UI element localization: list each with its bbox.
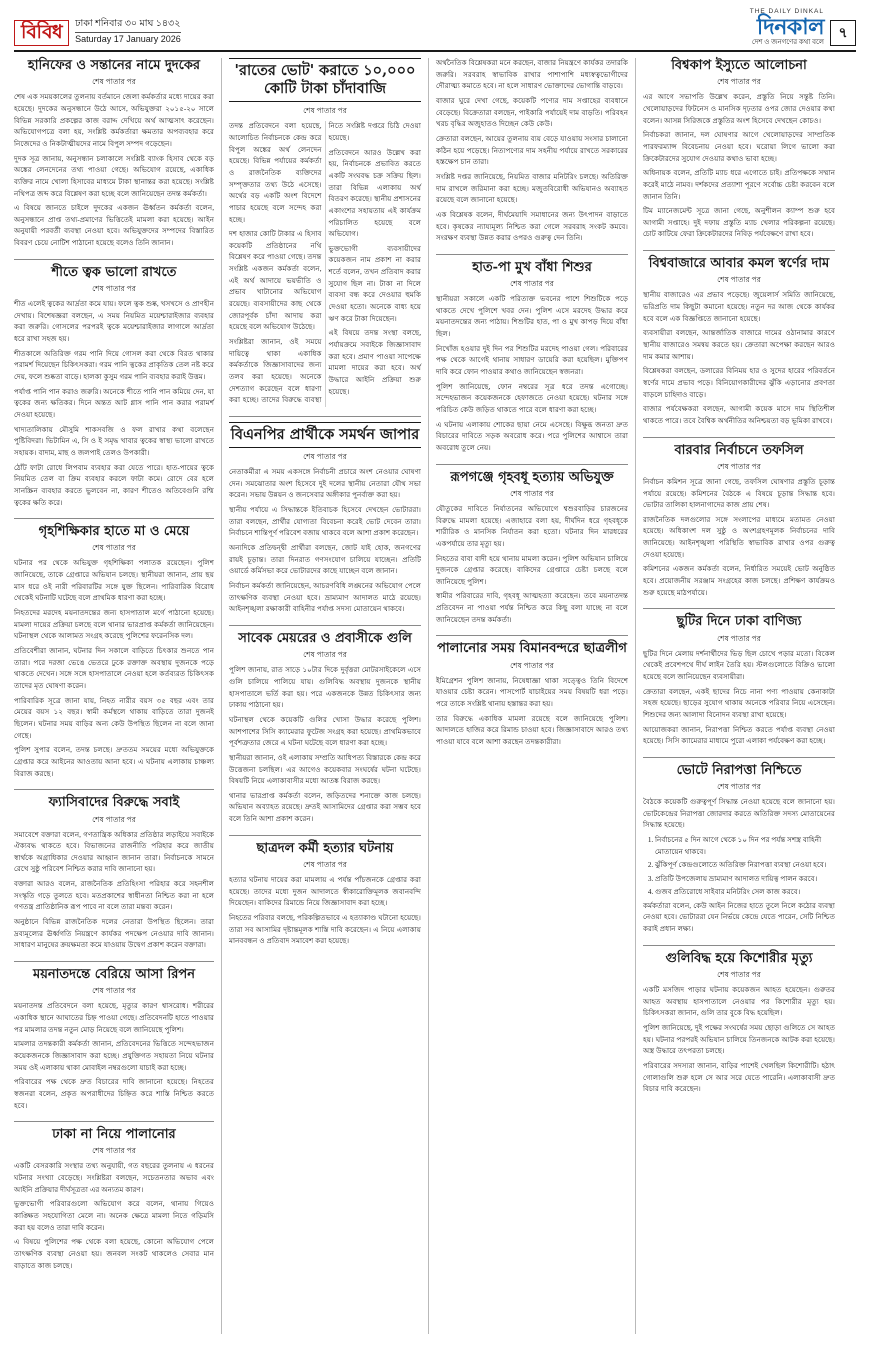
list-item: 4. গুজব প্রতিরোধে সাইবার মনিটরিং সেল কাজ করবে। [655,887,835,899]
article-headline[interactable]: বিএনপির প্রার্থীকে সমর্থন জাপার [229,422,421,448]
article-paragraph: থানার ভারপ্রাপ্ত কর্মকর্তা বলেন, জড়িতদের শনাক্তে কাজ চলছে। অভিযান অব্যাহত রয়েছে। দ্রুতই আসামিদের গ্রেপ্তার করা সম্ভব হবে বলে তিনি আশা প্রকাশ করেন। [229,791,421,824]
article-paragraph: শীত এলেই ত্বকের আর্দ্রতা কমে যায়। ফলে ত্বক শুষ্ক, খসখসে ও প্রাণহীন দেখায়। বিশেষজ্ঞরা বলছেন, এ সময় নিয়মিত ময়েশ্চারাইজার ব্যবহার করা জরুরি। গোসলের পরপরই ত্বকে ময়েশ্চারাইজার লাগালে আর্দ্রতা ধরে রাখা সহজ হয়। [14,300,214,343]
article-paragraph: এ বিষয়ে পুলিশের পক্ষ থেকে বলা হয়েছে, কোনো অভিযোগ পেলে তাৎক্ষণিক ব্যবস্থা নেওয়া হয়। জনবল সংকট থাকলেও সেবার মান বাড়াতে কাজ চলছে। [14,1238,214,1270]
article-body [643,290,835,427]
article-paragraph: ঘটনাস্থল থেকে কয়েকটি গুলির খোসা উদ্ধার করেছে পুলিশ। আশপাশের সিসি ক্যামেরার ফুটেজ সংগ্রহ করা হয়েছে। প্রাথমিকভাবে পূর্বশত্রুতার জেরে এ ঘটনা ঘটেছে বলে ধারণা করা হচ্ছে। [229,715,421,748]
article-byline: শেষ পাতার পর [92,986,136,996]
article-paragraph: খাদ্যতালিকায় মৌসুমি শাকসবজি ও ফল রাখার কথা বলেছেন পুষ্টিবিদরা। ভিটামিন এ, সি ও ই সমৃদ্ধ খাবার ত্বকের স্বাস্থ্য ভালো রাখতে সহায়ক। বাদাম, মাছ ও জলপাই তেলও উপকারী। [14,425,214,457]
column-4 [635,58,835,1334]
article-paragraph: ইমিগ্রেশন পুলিশ জানায়, নিষেধাজ্ঞা থাকা সত্ত্বেও তিনি বিদেশে যাওয়ার চেষ্টা করেন। পাসপোর্ট যাচাইয়ের সময় বিষয়টি ধরা পড়ে। পরে তাকে সংশ্লিষ্ট থানায় হস্তান্তর করা হয়। [436,676,628,708]
article-body [643,797,835,832]
article-paragraph: যৌতুকের দাবিতে নির্যাতনের অভিযোগে শ্বশুরবাড়ির চারজনের বিরুদ্ধে মামলা হয়েছে। এজাহারে বলা হয়, দীর্ঘদিন ধরে গৃহবধূকে শারীরিক ও মানসিক নির্যাতন করা হতো। ঘটনার দিন মারধরের একপর্যায়ে তার মৃত্যু হয়। [436,504,628,548]
article-paragraph: ভুক্তভোগী পরিবারগুলো অভিযোগ করে বলেন, থানায় গিয়েও কাঙ্ক্ষিত সহযোগিতা মেলে না। অনেক ক্ষেত্রে মামলা নিতে গড়িমসি করা হয় বলেও তারা দাবি করেন। [14,1200,214,1232]
article-body [436,58,628,245]
article-byline: শেষ পাতার পর [92,77,136,87]
article [229,835,421,948]
article-paragraph: প্রতিবেশীরা জানান, ঘটনার দিন সকালে বাড়িতে চিৎকার শুনতে পান তারা। পরে দরজা ভেঙে ভেতরে ঢুকে রক্তাক্ত অবস্থায় দুজনকে পড়ে থাকতে দেখেন। সঙ্গে সঙ্গে হাসপাতালে নেওয়া হলে কর্তব্যরত চিকিৎসক তাদের মৃত ঘোষণা করেন। [14,647,214,690]
article-paragraph: নির্বাচন কর্মকর্তা জানিয়েছেন, আচরণবিধি লঙ্ঘনের অভিযোগ পেলে তাৎক্ষণিক ব্যবস্থা নেওয়া হবে। ভ্রাম্যমাণ আদালত মাঠে রয়েছে। আইনশৃঙ্খলা রক্ষাকারী বাহিনীর পর্যাপ্ত সদস্য মোতায়েন থাকবে। [229,582,421,614]
article [436,254,628,455]
article-headline[interactable]: শীতে ত্বক ভালো রাখতে [51,264,177,280]
article [229,625,421,826]
article-headline[interactable]: বারবার নির্বাচনে তফসিল [674,442,804,458]
article-paragraph: অর্থনৈতিক বিশ্লেষকরা মনে করছেন, বাজার নিয়ন্ত্রণে কার্যকর তদারকি জরুরি। সরবরাহ স্বাভাবিক রাখার পাশাপাশি মধ্যস্বত্বভোগীদের দৌরাত্ম্য কমাতে হবে। না হলে সাধারণ ভোক্তাদের ভোগান্তি বাড়বে। [436,59,628,91]
article-paragraph: সংশ্লিষ্ট দপ্তর জানিয়েছে, নিয়মিত বাজার মনিটরিং চলছে। অতিরিক্ত দাম রাখলে জরিমানা করা হচ্ছে। মজুতবিরোধী অভিযানও অব্যাহত রয়েছে বলে জানানো হয়েছে। [436,172,628,205]
article-headline[interactable]: গৃহশিক্ষিকার হাতে মা ও মেয়ে [38,524,190,540]
article [229,416,421,616]
article-paragraph: কর্মকর্তারা বলেন, কেউ আইন নিজের হাতে তুলে নিলে কঠোর ব্যবস্থা নেওয়া হবে। ভোটাররা যেন নির্ভয়ে কেন্দ্রে যেতে পারেন, সেটি নিশ্চিত করাই প্রধান লক্ষ্য। [643,901,835,934]
masthead-left [14,19,181,46]
article-paragraph: তার বিরুদ্ধে একাধিক মামলা রয়েছে বলে জানিয়েছে পুলিশ। আদালতে হাজির করে রিমান্ড চাওয়া হবে। জিজ্ঞাসাবাদে আরও তথ্য পাওয়া যাবে বলে আশা করছেন তদন্তকারীরা। [436,714,628,746]
article-headline[interactable]: গুলিবিদ্ধ হয়ে কিশোরীর মৃত্যু [665,950,813,966]
article-byline: শেষ পাতার পর [510,660,554,670]
article-paragraph: পুলিশ জানিয়েছে, দুই পক্ষের সংঘর্ষের সময় ছোড়া গুলিতে সে আহত হয়। ঘটনার পরপরই অভিযান চালিয়ে তিনজনকে আটক করা হয়েছে। অস্ত্র উদ্ধারে তৎপরতা চলছে। [643,1023,835,1056]
article-paragraph: ঘটনার পর থেকে অভিযুক্ত গৃহশিক্ষিকা পলাতক রয়েছেন। পুলিশ জানিয়েছে, তাকে গ্রেপ্তারে অভিযান চলছে। স্থানীয়রা জানান, প্রায় ছয় মাস ধরে ওই নারী পরিবারটির সঙ্গে যুক্ত ছিলেন। পারিবারিক বিরোধ থেকেই ঘটনাটি ঘটেছে বলে প্রাথমিক ধারণা করা হচ্ছে। [14,559,214,603]
article-headline[interactable]: সাবেক মেয়রের ও প্রবাসীকে গুলি [238,631,412,646]
brand-subtitle: THE DAILY DINKAL [749,7,824,15]
article-byline: শেষ পাতার পর [510,279,554,289]
article-paragraph: বাজার ঘুরে দেখা গেছে, কয়েকটি পণ্যের দাম সপ্তাহের ব্যবধানে বেড়েছে। বিক্রেতারা বলছেন, পাইকারি পর্যায়েই দাম বাড়তি। পরিবহন খরচ বৃদ্ধির অজুহাতও দিচ্ছেন কেউ কেউ। [436,96,628,129]
article-paragraph: অন্যদিকে প্রতিদ্বন্দ্বী প্রার্থীরা বলছেন, জোট যাই হোক, জনগণের রায়ই চূড়ান্ত। তারা দিনরাত গণসংযোগ চালিয়ে যাচ্ছেন। প্রতিটি ওয়ার্ডে কর্মিসভা করে ভোটারদের কাছে যাচ্ছেন বলে জানান। [229,544,421,576]
list-item: 2. ঝুঁকিপূর্ণ কেন্দ্রগুলোতে অতিরিক্ত নিরাপত্তা ব্যবস্থা নেওয়া হবে। [655,860,835,872]
article-paragraph: এ বিষয়ে জানতে চাইলে দুদকের একজন ঊর্ধ্বতন কর্মকর্তা বলেন, অনুসন্ধানে প্রাপ্ত তথ্য-প্রমাণের ভিত্তিতেই মামলা করা হয়েছে। আইন অনুযায়ী পরবর্তী ব্যবস্থা নেওয়া হবে। অভিযুক্তদের সম্পদের বিস্তারিত বিবরণ চেয়ে নোটিশ পাঠানো হয়েছে বলেও তিনি জানান। [14,204,214,248]
article-paragraph: এর আগে সভাপতি উল্লেখ করেন, প্রস্তুতি নিয়ে সন্তুষ্ট তিনি। খেলোয়াড়দের ফিটনেস ও মানসিক দৃঢ়তার ওপর জোর দেওয়ার কথা বলেন। আসন্ন সিরিজকে প্রস্তুতির অংশ হিসেবে দেখছেন কোচও। [643,93,835,125]
article-paragraph: প্রতিবেদনে আরও উল্লেখ করা হয়, নির্বাচনকে প্রভাবিত করতে একটি সংঘবদ্ধ চক্র সক্রিয় ছিল। তারা বিভিন্ন এলাকায় অর্থ বিতরণ করেছে। স্থানীয় প্রশাসনের একাংশের সহায়তায় এই কার্যক্রম পরিচালিত হয়েছে বলে অভিযোগ। [328,148,421,239]
article-paragraph: পারিবারিক সূত্রে জানা যায়, নিহত নারীর বয়স ৩৫ বছর এবং তার মেয়ের বয়স ১২ বছর। স্বামী কর্মস্থলে থাকায় বাড়িতে তারা দুজনই ছিলেন। ঘটনার সময় বাড়ির অন্য কেউ উপস্থিত ছিলেন না বলে জানা গেছে। [14,696,214,740]
article-paragraph: হত্যার ঘটনায় দায়ের করা মামলায় এ পর্যন্ত পাঁচজনকে গ্রেপ্তার করা হয়েছে। তাদের মধ্যে দুজন আদালতে স্বীকারোক্তিমূলক জবানবন্দি দিয়েছেন। বাকিদের রিমান্ডে নিয়ে জিজ্ঞাসাবাদ করা হচ্ছে। [229,876,421,908]
section-logo: বিবিধ [14,20,69,46]
brand-tagline: দেশ ও জনগণের কথা বলে [751,37,824,46]
article-paragraph: স্থানীয় পর্যায়ে এ সিদ্ধান্তকে ইতিবাচক হিসেবে দেখছেন ভোটাররা। তারা বলছেন, প্রার্থীর যোগ্যতা বিবেচনা করেই ভোট দেবেন তারা। নির্বাচনে শান্তিপূর্ণ পরিবেশ বজায় থাকবে বলে আশা প্রকাশ করেছেন। [229,506,421,538]
article-headline[interactable]: পালানোর সময় বিমানবন্দরে ছাত্রলীগ [437,641,627,657]
article [643,58,835,241]
article-paragraph: বিশ্লেষকরা বলছেন, ডলারের বিনিময় হার ও সুদের হারের পরিবর্তনে স্বর্ণের দামে প্রভাব পড়ে। বিনিয়োগকারীদের ঝুঁকি এড়ানোর প্রবণতা বাড়লে চাহিদাও বাড়ে। [643,367,835,399]
article-paragraph: এক বিশ্লেষক বলেন, দীর্ঘমেয়াদি সমাধানের জন্য উৎপাদন বাড়াতে হবে। কৃষকের ন্যায্যমূল্য নিশ্চিত করা গেলে সরবরাহ সংকট কমবে। সংরক্ষণ ব্যবস্থা উন্নত করার ওপরও গুরুত্ব দেন তিনি। [436,210,628,243]
article-headline[interactable]: ছাত্রদল কর্মী হত্যার ঘটনায় [256,840,394,856]
article-paragraph: পুলিশ জানায়, রাত সাড়ে ১০টার দিকে দুর্বৃত্তরা মোটরসাইকেলে এসে গুলি চালিয়ে পালিয়ে যায়। গুলিবিদ্ধ অবস্থায় দুজনকে স্থানীয় হাসপাতালে ভর্তি করা হয়। পরে একজনকে উন্নত চিকিৎসার জন্য ঢাকায় পাঠানো হয়। [229,666,421,710]
article [14,259,214,509]
article-headline[interactable]: হানিফের ও সন্তানের নামে দুদকের [27,58,201,73]
article-paragraph: আয়োজকরা জানান, নিরাপত্তা নিশ্চিত করতে পর্যাপ্ত ব্যবস্থা নেওয়া হয়েছে। সিসি ক্যামেরার মাধ্যমে পুরো এলাকা পর্যবেক্ষণ করা হচ্ছে। [643,725,835,746]
article-body [643,985,835,1096]
article-paragraph: শীতকালে অতিরিক্ত গরম পানি দিয়ে গোসল করা থেকে বিরত থাকার পরামর্শ দিয়েছেন চিকিৎসকরা। গরম পানি ত্বকের প্রাকৃতিক তেল নষ্ট করে দেয়, ফলে শুষ্কতা বাড়ে। হালকা কুসুম গরম পানি ব্যবহার করাই উত্তম। [14,349,214,381]
article-body [14,830,214,953]
article-body [14,299,214,509]
article-paragraph: ব্যবসায়ীরা বলছেন, আন্তর্জাতিক বাজারে দামের ওঠানামার কারণে স্থানীয় বাজারেও সমন্বয় করতে হয়। ক্রেতারা অপেক্ষা করছেন আরও দাম কমার আশায়। [643,329,835,361]
article-headline[interactable]: 'রাতের ভোট' করাতে ১০,০০০ কোটি টাকা চাঁদাবাজি [229,58,421,102]
article-body [229,121,421,407]
page-number: ৭ [830,20,856,46]
article [643,437,835,600]
article-paragraph: স্বামীর পরিবারের দাবি, গৃহবধূ আত্মহত্যা করেছেন। তবে ময়নাতদন্ত প্রতিবেদন না পাওয়া পর্যন্ত নিশ্চিত করে কিছু বলা যাচ্ছে না বলে জানিয়েছেন তদন্ত কর্মকর্তা। [436,592,628,624]
article-paragraph: স্থানীয় বাজারেও এর প্রভাব পড়েছে। জুয়েলার্স সমিতি জানিয়েছে, ভরিপ্রতি দাম কিছুটা কমানো হয়েছে। নতুন দর আজ থেকে কার্যকর হবে বলে এক বিজ্ঞপ্তিতে জানানো হয়েছে। [643,291,835,323]
article [436,464,628,627]
article-body [14,1161,214,1272]
article-byline: শেষ পাতার পর [717,782,761,792]
article-headline[interactable]: ছুটির দিনে ঢাকা বাণিজ্য [676,614,802,630]
article-paragraph: নেতাকর্মীরা এ সময় একসঙ্গে নির্বাচনী প্রচারে অংশ নেওয়ার ঘোষণা দেন। সমঝোতার অংশ হিসেবে দুই দলের স্থানীয় নেতারা যৌথ সভা করেন। সভায় উন্নয়ন ও জনসেবার অঙ্গীকার পুনর্ব্যক্ত করা হয়। [229,468,421,500]
article-paragraph: পুলিশ জানিয়েছে, ফোন নম্বরের সূত্র ধরে তদন্ত এগোচ্ছে। সন্দেহভাজন কয়েকজনকে হেফাজতে নেওয়া হয়েছে। ঘটনার সঙ্গে পরিচিত কেউ জড়িত থাকতে পারে বলে ধারণা করা হচ্ছে। [436,382,628,414]
article-paragraph: নিহতদের মরদেহ ময়নাতদন্তের জন্য হাসপাতাল মর্গে পাঠানো হয়েছে। মামলা দায়ের প্রক্রিয়া চলছে বলে থানার ভারপ্রাপ্ত কর্মকর্তা জানিয়েছেন। ঘটনাস্থল থেকে আলামত সংগ্রহ করেছে পুলিশের ফরেনসিক দল। [14,609,214,641]
article [14,789,214,952]
article-paragraph: সমাবেশে বক্তারা বলেন, গণতান্ত্রিক অধিকার প্রতিষ্ঠার লড়াইয়ে সবাইকে ঐক্যবদ্ধ থাকতে হবে। বিভাজনের রাজনীতি পরিহার করে জাতীয় স্বার্থকে অগ্রাধিকার দেওয়ার আহ্বান জানান তারা। নির্বাচনকে সামনে রেখে সুষ্ঠু পরিবেশ নিশ্চিত করার দাবি জানানো হয়। [14,830,214,874]
article [229,58,421,407]
article-paragraph: দশ হাজার কোটি টাকার এ হিসাব কয়েকটি প্রতিষ্ঠানের নথি বিশ্লেষণ করে পাওয়া গেছে। তদন্ত সংশ্লিষ্ট একজন কর্মকর্তা বলেন, এই অর্থ আদায়ে ভয়ভীতি ও প্রভাব খাটানোর অভিযোগ রয়েছে। ব্যবসায়ীদের কাছ থেকে জোরপূর্বক চাঁদা আদায় করা হয়েছে বলে অভিযোগ উঠেছে। [229,230,322,332]
date-english: Saturday 17 January 2026 [75,33,181,44]
article-byline: শেষ পাতার পর [303,106,347,116]
masthead-date [75,19,181,46]
article-paragraph: অনুষ্ঠানে বিভিন্ন রাজনৈতিক দলের নেতারা উপস্থিত ছিলেন। তারা দ্রব্যমূল্যের ঊর্ধ্বগতি নিয়ন্ত্রণে কার্যকর পদক্ষেপ নেওয়ার দাবি জানান। সাধারণ মানুষের ক্রয়ক্ষমতা কমে যাওয়ায় উদ্বেগ প্রকাশ করেন বক্তারা। [14,918,214,950]
article [14,961,214,1112]
article-body [436,676,628,749]
article-paragraph: টিম ম্যানেজমেন্ট সূত্রে জানা গেছে, অনুশীলন ক্যাম্প শুরু হবে আগামী সপ্তাহে। দুই দফায় প্রস্তুতি ম্যাচ খেলার পরিকল্পনা রয়েছে। চোট কাটিয়ে ফেরা ক্রিকেটারদের নিবিড় পর্যবেক্ষণে রাখা হবে। [643,207,835,239]
article-byline: শেষ পাতার পর [303,650,347,660]
article-headline[interactable]: বিশ্ববাজারে আবার কমল স্বর্ণের দাম [648,256,830,272]
article-paragraph: একটি বেসরকারি সংস্থার তথ্য অনুযায়ী, গত বছরের তুলনায় এ ধরনের ঘটনার সংখ্যা বেড়েছে। সংশ্লিষ্টরা বলছেন, সচেতনতার অভাব এবং আইনি প্রক্রিয়ার দীর্ঘসূত্রতা এর অন্যতম কারণ। [14,1162,214,1194]
article-paragraph: পরিবারের সদস্যরা জানান, বাড়ির পাশেই খেলছিল কিশোরীটি। হঠাৎ গোলাগুলি শুরু হলে সে আর সরে যেতে পারেনি। এলাকাবাসী দ্রুত বিচার দাবি করেছেন। [643,1061,835,1094]
article-body [14,1001,214,1112]
article [643,757,835,936]
article-headline[interactable]: ঢাকা না নিয়ে পালানোর [52,1127,176,1143]
column-2 [221,58,421,1334]
article-headline[interactable]: ভোটে নিরাপত্তা নিশ্চিতে [676,762,802,778]
article-body [14,558,214,780]
article [643,608,835,748]
article-grid [14,58,856,1334]
article-byline: শেষ পাতার পর [92,814,136,824]
article-byline: শেষ পাতার পর [717,275,761,285]
article-paragraph: বৈঠকে কয়েকটি গুরুত্বপূর্ণ সিদ্ধান্ত নেওয়া হয়েছে বলে জানানো হয়। ভোটকেন্দ্রের নিরাপত্তা জোরদার করতে অতিরিক্ত সদস্য মোতায়েনের সিদ্ধান্ত হয়েছে। [643,798,835,830]
article-byline: শেষ পাতার পর [303,452,347,462]
article-body [643,477,835,600]
article-body [643,649,835,748]
article-list [643,835,835,899]
article-paragraph: নিহতের পরিবার বলছে, পরিকল্পিতভাবে এ হত্যাকাণ্ড ঘটানো হয়েছে। তারা সব আসামির দৃষ্টান্তমূলক শাস্তি দাবি করেছেন। এ নিয়ে এলাকায় মানববন্ধন ও প্রতিবাদ সমাবেশ করা হয়েছে। [229,914,421,946]
article-headline[interactable]: বিশ্বকাপ ইস্যুতে আলোচনা [671,58,807,73]
article-headline[interactable]: ফ্যাসিবাদের বিরুদ্ধে সবাই [48,795,180,811]
article-body-continued [643,901,835,936]
article-paragraph: স্থানীয়রা জানান, ওই এলাকায় সম্প্রতি আধিপত্য বিস্তারকে কেন্দ্র করে উত্তেজনা চলছিল। এর আগেও কয়েকবার সংঘর্ষের ঘটনা ঘটেছে। বিষয়টি নিয়ে এলাকাবাসীর মধ্যে আতঙ্ক বিরাজ করছে। [229,753,421,786]
article [436,58,628,245]
article-headline[interactable]: ময়নাতদন্তে বেরিয়ে আসা রিপন [33,967,195,983]
article-byline: শেষ পাতার পর [92,1146,136,1156]
article-paragraph: নির্বাচন কমিশন সূত্রে জানা গেছে, তফসিল ঘোষণার প্রস্তুতি চূড়ান্ত পর্যায়ে রয়েছে। কমিশনের বৈঠকে এ বিষয়ে চূড়ান্ত সিদ্ধান্ত হবে। ভোটার তালিকা হালনাগাদের কাজ প্রায় শেষ। [643,477,835,510]
article-headline[interactable]: হাত-পা মুখ বাঁধা শিশুর [472,259,592,275]
article-paragraph: স্থানীয়রা সকালে একটি পরিত্যক্ত ভবনের পাশে শিশুটিকে পড়ে থাকতে দেখে পুলিশে খবর দেন। পুলিশ এসে মরদেহ উদ্ধার করে ময়নাতদন্তের জন্য পাঠায়। শিশুটির হাত, পা ও মুখ কাপড় দিয়ে বাঁধা ছিল। [436,295,628,339]
article-paragraph: পরিবারের পক্ষ থেকে দ্রুত বিচারের দাবি জানানো হয়েছে। নিহতের স্বজনরা বলেন, প্রকৃত অপরাধীদের চিহ্নিত করে শাস্তি নিশ্চিত করতে হবে। [14,1078,214,1110]
brand-title: দিনকাল [756,13,824,40]
article-byline: শেষ পাতার পর [92,284,136,294]
masthead [14,7,856,52]
article-byline: শেষ পাতার পর [92,543,136,553]
article-body [229,665,421,826]
article [14,58,214,250]
article-body [229,467,421,616]
article-paragraph: ঠোঁট ফাটা রোধে লিপবাম ব্যবহার করা যেতে পারে। হাত-পায়ের ত্বকে নিয়মিত তেল বা ক্রিম ব্যবহার করলে ফাটা কমে। রোদে বের হলে সানস্ক্রিন ব্যবহার করতে ভুলবেন না, কারণ শীতেও অতিবেগুনি রশ্মি ত্বকের ক্ষতি করে। [14,463,214,507]
article-paragraph: নিহতের বাবা বাদী হয়ে থানায় মামলা করেন। পুলিশ অভিযান চালিয়ে দুজনকে গ্রেপ্তার করেছে। বাকিদের গ্রেপ্তারে চেষ্টা চলছে বলে জানিয়েছে পুলিশ। [436,554,628,586]
article-paragraph: ভুক্তভোগী ব্যবসায়ীদের কয়েকজন নাম প্রকাশ না করার শর্তে বলেন, তখন প্রতিবাদ করার সুযোগ ছিল না। টাকা না দিলে ব্যবসা বন্ধ করে দেওয়ার হুমকি দেওয়া হতো। অনেকে বাধ্য হয়ে ঋণ করে টাকা দিয়েছেন। [328,244,421,323]
article-paragraph: ক্রেতারা বলছেন, একই ছাদের নিচে নানা পণ্য পাওয়ায় কেনাকাটা সহজ হয়েছে। ছাড়ের সুযোগ থাকায় অনেকে পরিবার নিয়ে এসেছেন। শিশুদের জন্য আলাদা বিনোদন ব্যবস্থা রাখা হয়েছে। [643,687,835,719]
article-paragraph: এ ঘটনায় এলাকায় শোকের ছায়া নেমে এসেছে। বিক্ষুব্ধ জনতা দ্রুত বিচারের দাবিতে সড়ক অবরোধ করে। পরে পুলিশের আশ্বাসে তারা অবরোধ তুলে নেয়। [436,420,628,452]
article-paragraph: তদন্ত প্রতিবেদনে বলা হয়েছে, আলোচিত নির্বাচনকে কেন্দ্র করে বিপুল অঙ্কের অর্থ লেনদেন হয়েছে। বিভিন্ন পর্যায়ের কর্মকর্তা ও রাজনৈতিক ব্যক্তিদের সম্পৃক্ততার তথ্য উঠে এসেছে। অর্থের বড় একটি অংশ বিদেশে পাচার হয়েছে বলে সন্দেহ করা হচ্ছে। [229,122,322,224]
article-byline: শেষ পাতার পর [510,488,554,498]
article-body [436,504,628,627]
article-headline[interactable]: রূপগঞ্জে গৃহবধূ হত্যায় অভিযুক্ত [450,469,614,485]
article-paragraph: ময়নাতদন্ত প্রতিবেদনে বলা হয়েছে, মৃত্যুর কারণ শ্বাসরোধ। শরীরের একাধিক স্থানে আঘাতের চিহ্ন পাওয়া গেছে। প্রতিবেদনটি হাতে পাওয়ার পর মামলার তদন্ত নতুন মোড় নিয়েছে বলে জানিয়েছে পুলিশ। [14,1002,214,1034]
article-paragraph: পুলিশ সুপার বলেন, তদন্ত চলছে। দ্রুততম সময়ের মধ্যে অভিযুক্তকে গ্রেপ্তার করে আইনের আওতায় আনা হবে। এ ঘটনায় এলাকায় চাঞ্চল্য বিরাজ করছে। [14,746,214,778]
article-paragraph: মামলার তদন্তকারী কর্মকর্তা জানান, প্রতিবেদনের ভিত্তিতে সন্দেহভাজন কয়েকজনকে জিজ্ঞাসাবাদ করা হচ্ছে। প্রযুক্তিগত সহায়তা নিয়ে ঘটনার সময় ওই এলাকায় থাকা মোবাইল নম্বরগুলো যাচাই করা হচ্ছে। [14,1040,214,1072]
article-body [14,92,214,250]
article-paragraph: ছুটির দিনে মেলায় দর্শনার্থীদের ভিড় ছিল চোখে পড়ার মতো। বিকেল থেকেই প্রবেশপথে দীর্ঘ লাইন তৈরি হয়। স্টলগুলোতে বিক্রিও ভালো হয়েছে বলে জানিয়েছেন ব্যবসায়ীরা। [643,649,835,681]
column-3 [428,58,628,1334]
column-1 [14,58,214,1334]
masthead-right [750,9,856,46]
article [14,1121,214,1272]
article-paragraph: বাজার পর্যবেক্ষকরা বলছেন, আগামী কয়েক মাসে দাম স্থিতিশীল থাকতে পারে। তবে বৈশ্বিক অর্থনীতির অনিশ্চয়তা বড় ভূমিকা রাখবে। [643,405,835,425]
article-paragraph: সংশ্লিষ্টরা জানান, ওই সময়ে দায়িত্বে থাকা একাধিক কর্মকর্তাকে জিজ্ঞাসাবাদের জন্য তলব করা হয়েছে। অনেকে দেশত্যাগ করেছেন বলে ধারণা করা হচ্ছে। তাদের বিরুদ্ধে ব্যবস্থা নিতে সংশ্লিষ্ট দপ্তরে চিঠি দেওয়া হয়েছে। [229,122,421,405]
article-paragraph: নির্বাচকরা জানান, দল ঘোষণার আগে খেলোয়াড়দের সাম্প্রতিক পারফরম্যান্স বিবেচনায় নেওয়া হবে। ঘরোয়া লিগে ভালো করা ক্রিকেটারদের সুযোগ দেওয়ার কথাও ভাবা হচ্ছে। [643,131,835,163]
article-byline: শেষ পাতার পর [303,860,347,870]
article [436,635,628,748]
article-body [643,92,835,241]
article-byline: শেষ পাতার পর [717,77,761,87]
article-paragraph: ক্রেতারা বলছেন, আয়ের তুলনায় ব্যয় বেড়ে যাওয়ায় সংসার চালানো কঠিন হয়ে পড়েছে। নিত্যপণ্যের দাম সহনীয় পর্যায়ে রাখতে সরকারের হস্তক্ষেপ চান তারা। [436,134,628,167]
article-body [229,875,421,948]
article-paragraph: দুদক সূত্র জানায়, অনুসন্ধান চলাকালে সংশ্লিষ্ট ব্যাংক হিসাব থেকে বড় অঙ্কের লেনদেনের তথ্য পাওয়া গেছে। অভিযোগ রয়েছে, একাধিক ব্যক্তির নামে খোলা হিসাবের মাধ্যমে টাকা স্থানান্তর করা হয়েছে। সংশ্লিষ্ট নথিপত্র জব্দ করে বিশ্লেষণ করা হচ্ছে বলে জানিয়েছেন তদন্ত কর্মকর্তা। [14,154,214,198]
brand-block [750,9,824,46]
article-paragraph: শেষ এক সময়কালের তুলনায় বর্তমানে জেলা কর্মকর্তার মধ্যে দায়ের করা হয়েছে। দুদকের অনুসন্ধানে উঠে আসে, অভিযুক্তরা ২০১৫-২০ সালে বিভিন্ন সরকারি প্রকল্পের কাজ বরাদ্দ দেখিয়ে অর্থ আত্মসাৎ করেছেন। অভিযোগপত্রে বলা হয়, সংশ্লিষ্ট কর্মকর্তারা ক্ষমতার অপব্যবহার করে নিজেদের ও নিকটাত্মীয়দের নামে বিপুল সম্পদ গড়েছেন। [14,93,214,148]
article-byline: শেষ পাতার পর [717,633,761,643]
article [643,945,835,1096]
article-paragraph: এই বিষয়ে তদন্ত সংস্থা বলছে, পর্যায়ক্রমে সবাইকে জিজ্ঞাসাবাদ করা হবে। প্রমাণ পাওয়া সাপেক্ষে মামলা দায়ের করা হবে। অর্থ উদ্ধারে আইনি প্রক্রিয়া শুরু হয়েছে। [328,329,421,396]
date-bangla: ঢাকা শনিবার ৩০ মাঘ ১৪৩২ [75,18,181,29]
article-paragraph: রাজনৈতিক দলগুলোর সঙ্গে সংলাপের মাধ্যমে মতামত নেওয়া হয়েছে। অধিকাংশ দল সুষ্ঠু ও অংশগ্রহণমূলক নির্বাচনের দাবি জানিয়েছে। আইনশৃঙ্খলা পরিস্থিতি স্বাভাবিক রাখার ওপর গুরুত্ব দেওয়া হয়েছে। [643,515,835,559]
article-byline: শেষ পাতার পর [717,969,761,979]
article-paragraph: একটি মসজিদ পাড়ার ঘটনায় কয়েকজন আহত হয়েছেন। গুরুতর আহত অবস্থায় হাসপাতালে নেওয়ার পর কিশোরীর মৃত্যু হয়। চিকিৎসকরা জানান, গুলি তার বুকে বিদ্ধ হয়েছিল। [643,985,835,1018]
list-item: 1. নির্বাচনের ৫ দিন আগে থেকে ১০ দিন পর পর্যন্ত সশস্ত্র বাহিনী মোতায়েন থাকবে। [655,835,835,858]
article-paragraph: কমিশনের একজন কর্মকর্তা বলেন, নির্ধারিত সময়েই ভোট অনুষ্ঠিত হবে। প্রয়োজনীয় সরঞ্জাম সংগ্রহের কাজ চলছে। প্রশিক্ষণ কার্যক্রমও শুরু হয়েছে মাঠপর্যায়ে। [643,565,835,597]
article [643,250,835,427]
article-paragraph: বক্তারা আরও বলেন, রাজনৈতিক প্রতিহিংসা পরিহার করে সহনশীল সংস্কৃতি গড়ে তুলতে হবে। মতপ্রকাশের স্বাধীনতা নিশ্চিত করা না হলে গণতন্ত্র প্রাতিষ্ঠানিক রূপ পাবে না বলে তারা মন্তব্য করেন। [14,880,214,912]
list-item: 3. প্রতিটি উপজেলায় ভ্রাম্যমাণ আদালত দায়িত্ব পালন করবে। [655,874,835,886]
article-byline: শেষ পাতার পর [717,461,761,471]
article-body [436,294,628,455]
article [14,518,214,780]
article-paragraph: পর্যাপ্ত পানি পান করাও জরুরি। অনেকে শীতে পানি পান কমিয়ে দেন, যা ত্বকের জন্য ক্ষতিকর। দিনে অন্তত আট গ্লাস পানি পান করার পরামর্শ দেওয়া হয়েছে। [14,387,214,419]
article-paragraph: অধিনায়ক বলেন, প্রতিটি ম্যাচ ধরে এগোতে চাই। প্রতিপক্ষকে সম্মান করেই মাঠে নামব। দর্শকদের প্রত্যাশা পূরণে সর্বোচ্চ চেষ্টা করবেন বলে জানান তিনি। [643,169,835,201]
article-paragraph: নিখোঁজ হওয়ার দুই দিন পর শিশুটির মরদেহ পাওয়া গেল। পরিবারের পক্ষ থেকে আগেই থানায় সাধারণ ডায়েরি করা হয়েছিল। মুক্তিপণ দাবি করে ফোন পাওয়ার কথাও জানিয়েছেন স্বজনরা। [436,344,628,377]
